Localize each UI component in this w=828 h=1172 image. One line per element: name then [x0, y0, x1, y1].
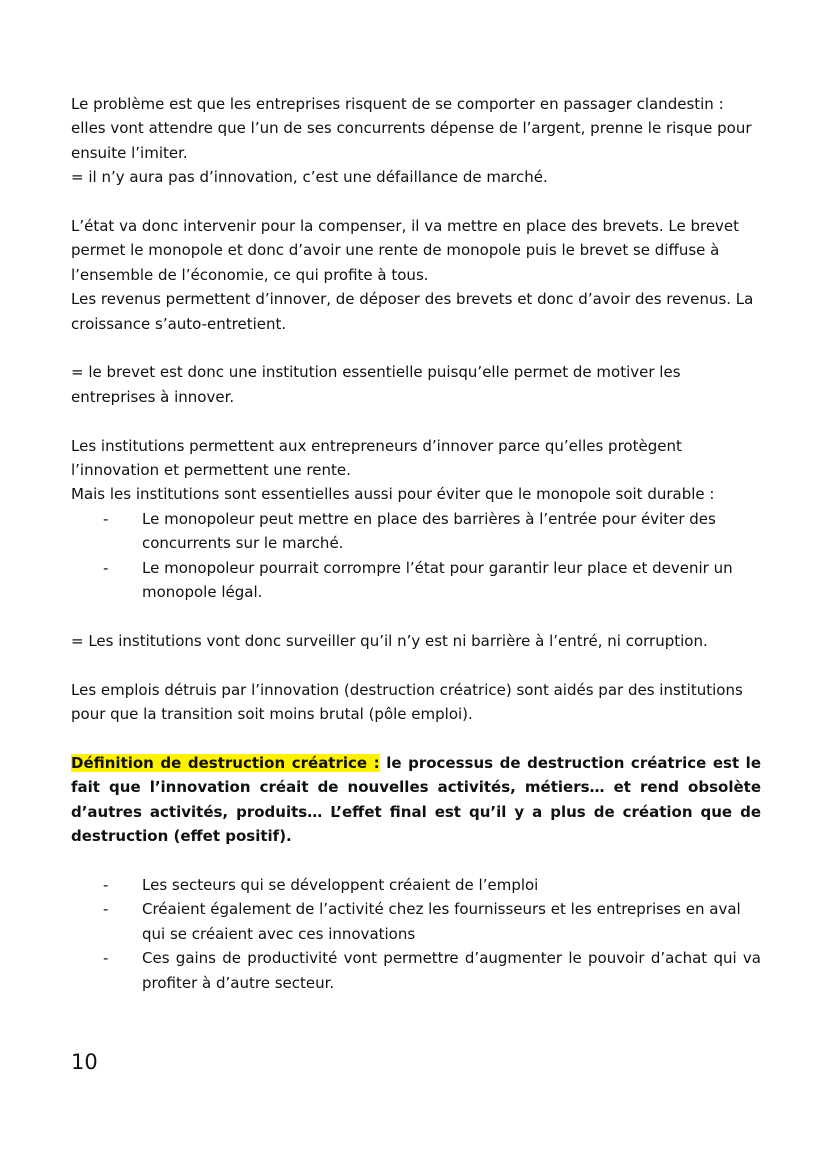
list-item: [71, 897, 761, 946]
paragraph-institutions-innovation: Les institutions permettent aux entrepreneurs d’innover parce qu’elles protègent l’innovation et permettent une rente.: [71, 436, 682, 480]
effects-list: [71, 873, 761, 995]
paragraph-emplois-detruits: Les emplois détruis par l’innovation (destruction créatrice) sont aidés par des institutions pour que la transition soit moins brutal (pôle emploi).: [71, 680, 743, 724]
bullet-dash: -: [103, 509, 109, 528]
list-item-text: Le monopoleur peut mettre en place des barrières à l’entrée pour éviter des concurrents sur le marché.: [142, 509, 716, 553]
list-item: [71, 556, 761, 605]
list-item: [71, 507, 761, 556]
list-item-text: Les secteurs qui se développent créaient de l’emploi: [142, 875, 539, 894]
list-item-text: Ces gains de productivité vont permettre d’augmenter le pouvoir d’achat qui va profiter à d’autre secteur.: [142, 949, 761, 992]
paragraph-defaillance-marche: = il n’y aura pas d’innovation, c’est une défaillance de marché.: [71, 168, 548, 187]
definition-destruction-creatrice: [71, 751, 761, 849]
paragraph-revenus: Les revenus permettent d’innover, de déposer des brevets et donc d’avoir des revenus. La croissance s’auto-entretient.: [71, 290, 754, 333]
bullet-dash: -: [103, 558, 109, 577]
monopole-list: [71, 507, 761, 605]
paragraph-surveillance: = Les institutions vont donc surveiller qu’il n’y est ni barrière à l’entré, ni corruption.: [71, 631, 708, 650]
definition-term: Définition de destruction créatrice :: [71, 753, 380, 772]
list-item-text: Le monopoleur pourrait corrompre l’état pour garantir leur place et devenir un monopole légal.: [142, 558, 733, 602]
paragraph-brevet-institution: = le brevet est donc une institution essentielle puisqu’elle permet de motiver les entreprises à innover.: [71, 363, 681, 406]
list-item: [71, 946, 761, 995]
paragraph-brevets: L’état va donc intervenir pour la compenser, il va mettre en place des brevets. Le brevet permet le monopole et donc d’avoir une rente de monopole puis le brevet se diffuse à l’ensemble de l’économie, ce qui profite à tous.: [71, 217, 740, 284]
bullet-dash: -: [103, 949, 109, 968]
list-item: [71, 873, 761, 897]
page-number: 10: [71, 1050, 98, 1074]
definition-text: le processus de destruction créatrice est le fait que l’innovation créait de nouvelles activités, métiers… et rend obsolète d’autres activités, produits… L’effet final est qu’il y a plus de création que de destruction (effet positif).: [71, 753, 762, 846]
bullet-dash: -: [103, 900, 109, 919]
list-item-text: Créaient également de l’activité chez les fournisseurs et les entreprises en aval qui se créaient avec ces innovations: [142, 900, 741, 943]
document-body: [71, 92, 761, 995]
paragraph-institutions-monopole: Mais les institutions sont essentielles aussi pour éviter que le monopole soit durable :: [71, 485, 715, 504]
paragraph-passager-clandestin: Le problème est que les entreprises risquent de se comporter en passager clandestin : elles vont attendre que l’un de ses concurrents dépense de l’argent, prenne le risque pour ensuite l’imiter.: [71, 95, 752, 162]
bullet-dash: -: [103, 875, 109, 894]
